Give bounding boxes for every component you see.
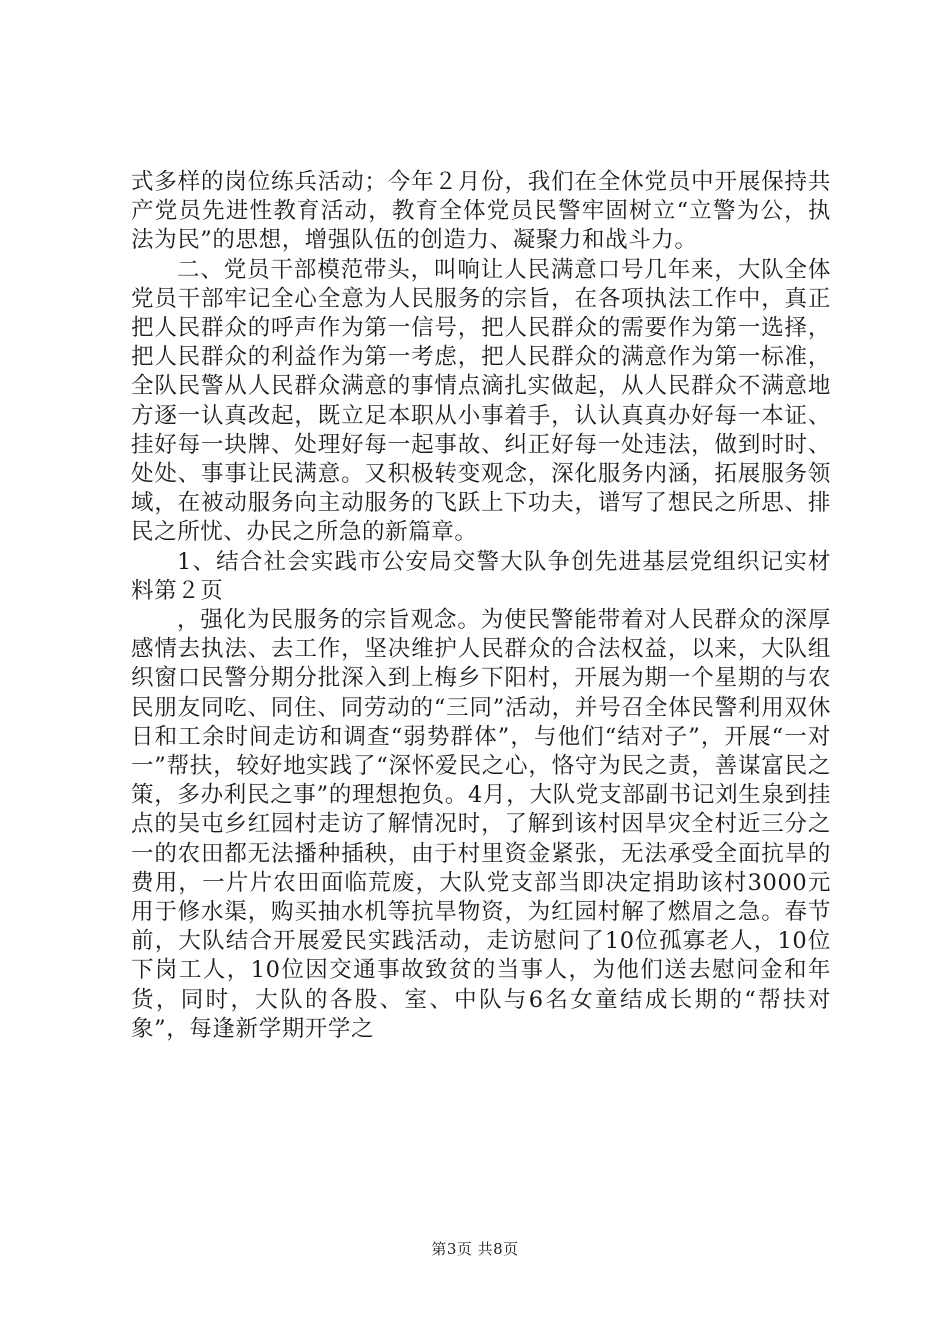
paragraph-1: 式多样的岗位练兵活动；今年２月份，我们在全休党员中开展保持共产党员先进性教育活动，教育全体党员民警牢固树立“立警为公，执法为民”的思想，增强队伍的创造力、凝聚力和战斗力。 <box>131 169 831 254</box>
paragraph-4: ，强化为民服务的宗旨观念。为使民警能带着对人民群众的深厚感情去执法、去工作，坚决维护人民群众的合法权益，以来，大队组织窗口民警分期分批深入到上梅乡下阳村，开展为期一个星期的与农民朋友同吃、同住、同劳动的“三同”活动，并号召全体民警利用双休日和工余时间走访和调查“弱势群体”，与他们“结对子”，开展“一对一”帮扶，较好地实践了“深怀爱民之心，恪守为民之责，善谋富民之策，多办利民之事”的理想抱负。4月，大队党支部副书记刘生泉到挂点的吴屯乡红园村走访了解情况时，了解到该村因旱灾全村近三分之一的农田都无法播种插秧，由于村里资金紧张，无法承受全面抗旱的费用，一片片农田面临荒废，大队党支部当即决定捐助该村3000元用于修水渠，购买抽水机等抗旱物资，为红园村解了燃眉之急。春节前，大队结合开展爱民实践活动，走访慰问了10位孤寡老人，10位下岗工人，10位因交通事故致贫的当事人，为他们送去慰问金和年货，同时，大队的各股、室、中队与6名女童结成长期的“帮扶对象”，每逢新学期开学之 <box>131 607 831 1042</box>
document-body <box>131 168 831 1044</box>
page-footer: 第3页 共8页 <box>431 1240 519 1258</box>
paragraph-2: 二、党员干部模范带头，叫响让人民满意口号几年来，大队全体党员干部牢记全心全意为人民服务的宗旨，在各项执法工作中，真正把人民群众的呼声作为第一信号，把人民群众的需要作为第一选择，把人民群众的利益作为第一考虑，把人民群众的满意作为第一标准，全队民警从人民群众满意的事情点滴扎实做起，从人民群众不满意地方逐一认真改起，既立足本职从小事着手，认认真真办好每一本证、挂好每一块牌、处理好每一起事故、纠正好每一处违法，做到时时、处处、事事让民满意。又积极转变观念，深化服务内涵，拓展服务领域，在被动服务向主动服务的飞跃上下功夫，谱写了想民之所思、排民之所忧、办民之所急的新篇章。 <box>131 256 831 546</box>
paragraph-3: 1、结合社会实践市公安局交警大队争创先进基层党组织记实材料第２页 <box>131 548 831 604</box>
